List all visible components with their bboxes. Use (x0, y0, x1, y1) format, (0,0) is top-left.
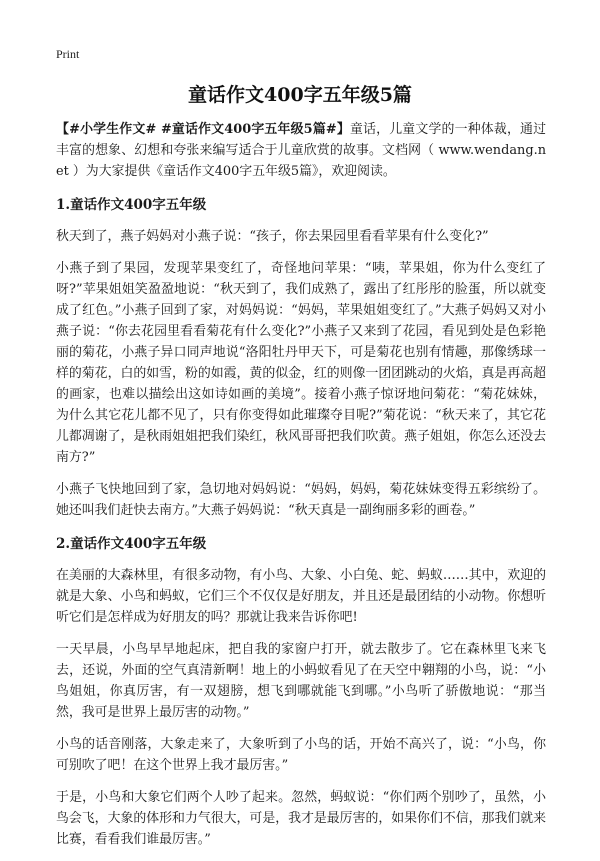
page-title: 童话作文400字五年级5篇 (188, 84, 412, 106)
paragraph: 于是，小鸟和大象它们两个人吵了起来。忽然，蚂蚁说：“你们两个别吵了，虽然，小鸟会飞，大象的体形和力气很大，可是，我才是最厉害的，如果你们不信，那我们就来比赛，看看我们谁最厉害。” (56, 790, 546, 847)
intro-text: 童话，儿童文学的一种体裁，通过丰富的想象、幻想和夸张来编写适合于儿童欣赏的故事。文档网（ www.wendang.net ）为大家提供《童话作文400字五年级5篇》，欢迎阅读。 (56, 122, 546, 179)
paragraph: 小鸟的话音刚落，大象走来了，大象听到了小鸟的话，开始不高兴了，说：“小鸟，你可别吹了吧！在这个世界上我才最厉害。” (56, 737, 546, 773)
paragraph: 小燕子飞快地回到了家，急切地对妈妈说：“妈妈，妈妈，菊花妹妹变得五彩缤纷了。她还叫我们赶快去南方。”大燕子妈妈说：“秋天真是一副绚丽多彩的画卷。” (56, 482, 546, 518)
paragraph: 一天早晨，小鸟早早地起床，把自我的家窗户打开，就去散步了。它在森林里飞来飞去，还说，外面的空气真清新啊！地上的小蚂蚁看见了在天空中翱翔的小鸟，说：“小鸟姐姐，你真厉害，有一双翅膀，想飞到哪就能飞到哪。”小鸟听了骄傲地说：“那当然，我可是世界上最厉害的动物。” (56, 642, 546, 720)
paragraph: 秋天到了，燕子妈妈对小燕子说：“孩子，你去果园里看看苹果有什么变化?” (56, 229, 489, 244)
article-body (56, 119, 546, 861)
section-heading-1: 1.童话作文400字五年级 (56, 197, 207, 213)
intro-paragraph (56, 119, 546, 182)
paragraph: 在美丽的大森林里，有很多动物，有小鸟、大象、小白兔、蛇、蚂蚁……其中，欢迎的就是大象、小鸟和蚂蚁，它们三个不仅仅是好朋友，并且还是最团结的小动物。你想听听它们是怎样成为好朋友的吗？那就让我来告诉你吧! (56, 568, 546, 625)
section-heading-2: 2.童话作文400字五年级 (56, 536, 207, 552)
print-link[interactable]: Print (56, 47, 80, 61)
paragraph: 小燕子到了果园，发现苹果变红了，奇怪地问苹果：“咦，苹果姐，你为什么变红了呀?”苹果姐姐笑盈盈地说：“秋天到了，我们成熟了，露出了红彤彤的脸蛋，所以就变成了红色。”小燕子回到了家，对妈妈说：“妈妈，苹果姐姐变红了。”大燕子妈妈又对小燕子说：“你去花园里看看菊花有什么变化?”小燕子又来到了花园，看见到处是色彩艳丽的菊花，小燕子异口同声地说“洛阳牡丹甲天下，可是菊花也别有情趣，那像绣球一样的菊花，白的如雪，粉的如霞，黄的似金，红的则像一团团跳动的火焰，真是再高超的画家，也难以描绘出这如诗如画的美境”。接着小燕子惊讶地问菊花：“菊花妹妹，为什么其它花儿都不见了，只有你变得如此璀璨夺目呢?”菊花说：“秋天来了，其它花儿都凋谢了，是秋雨姐姐把我们染红，秋风哥哥把我们吹黄。燕子姐姐，你怎么还没去南方?” (56, 261, 546, 465)
intro-tag: 【#小学生作文# #童话作文400字五年级5篇#】 (56, 122, 350, 137)
